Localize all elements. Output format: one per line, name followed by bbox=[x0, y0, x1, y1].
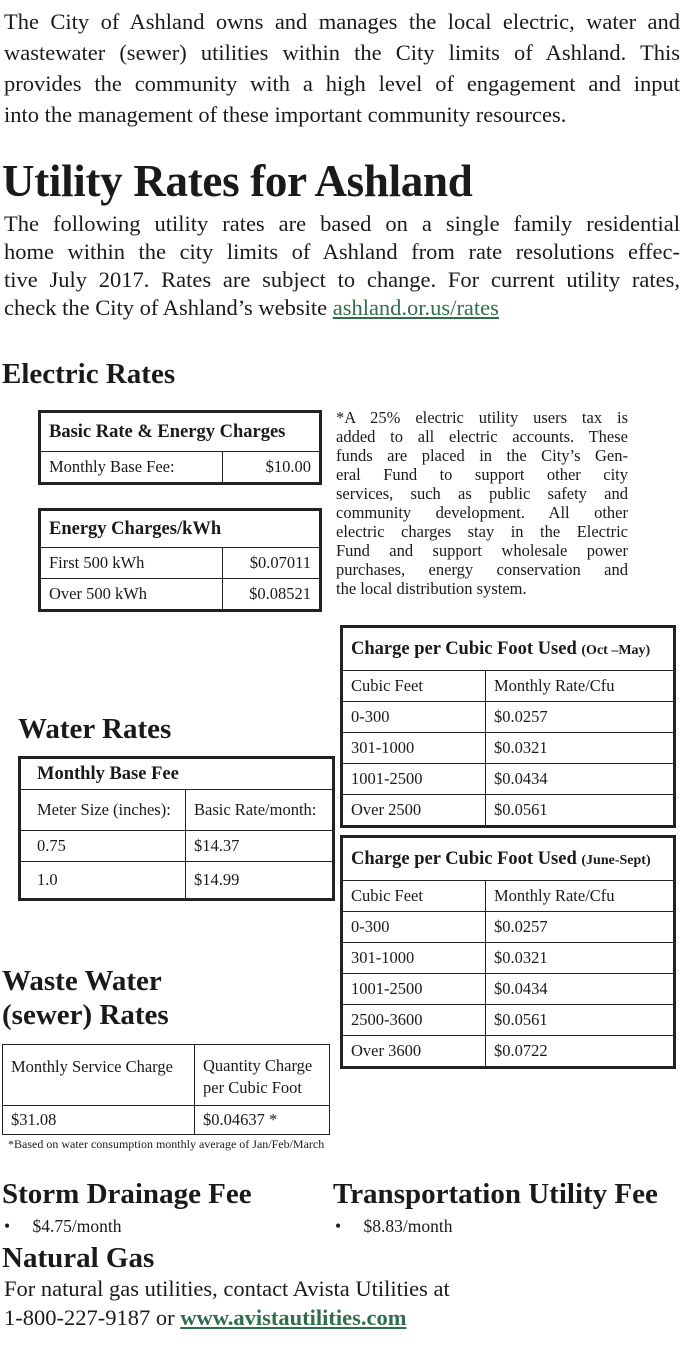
water-summer-title bbox=[343, 838, 674, 881]
table-cell: 1001-2500 bbox=[343, 764, 486, 795]
gas-line bbox=[4, 1303, 684, 1332]
table-cell: $0.0321 bbox=[486, 733, 674, 764]
table-cell: $10.00 bbox=[223, 452, 320, 483]
gas-phone: 1-800-227-9187 or bbox=[4, 1305, 181, 1330]
electric-energy-table bbox=[38, 508, 322, 612]
table-header-cell: Basic Rate/month: bbox=[186, 790, 333, 831]
avista-link[interactable]: www.avistautilities.com bbox=[180, 1305, 407, 1330]
table-header-cell: Monthly Rate/Cfu bbox=[486, 881, 674, 912]
table-cell: $31.08 bbox=[3, 1106, 195, 1135]
table-cell: $0.0257 bbox=[486, 702, 674, 733]
electric-basic-table bbox=[38, 410, 322, 485]
website-link[interactable]: ashland.or.us/rates bbox=[332, 295, 499, 320]
table-cell: Over 3600 bbox=[343, 1036, 486, 1067]
table-cell: 0-300 bbox=[343, 702, 486, 733]
sewer-heading-line2: (sewer) Rates bbox=[2, 999, 169, 1031]
water-base-title: Monthly Base Fee bbox=[21, 759, 333, 790]
table-header-cell: Cubic Feet bbox=[343, 671, 486, 702]
transport-value: $8.83/month bbox=[363, 1216, 453, 1236]
water-summer-table bbox=[340, 835, 676, 1069]
subtitle-paragraph bbox=[4, 210, 680, 322]
water-heading: Water Rates bbox=[18, 713, 172, 745]
sewer-heading bbox=[2, 964, 169, 1032]
gas-heading: Natural Gas bbox=[2, 1242, 155, 1274]
table-cell: $0.0257 bbox=[486, 912, 674, 943]
intro-line: provides the community with a high level of engagement and input bbox=[4, 71, 680, 96]
page-title: Utility Rates for Ashland bbox=[2, 156, 473, 206]
gas-line: For natural gas utilities, contact Avista Utilities at bbox=[4, 1276, 450, 1301]
table-title: Charge per Cubic Foot Used bbox=[351, 638, 577, 659]
season-label: (June-Sept) bbox=[581, 852, 651, 868]
storm-heading: Storm Drainage Fee bbox=[2, 1178, 252, 1210]
table-title: Charge per Cubic Foot Used bbox=[351, 848, 577, 869]
intro-line: into the management of these important community resources. bbox=[4, 102, 567, 127]
note-line: *A 25% electric utility users tax is bbox=[336, 408, 628, 427]
table-header-cell: Cubic Feet bbox=[343, 881, 486, 912]
subtitle-line: tive July 2017. Rates are subject to change. For current utility rates, bbox=[4, 267, 680, 292]
season-label: (Oct –May) bbox=[581, 642, 651, 658]
table-cell: Over 2500 bbox=[343, 795, 486, 826]
header-text: Quantity Charge bbox=[203, 1056, 313, 1075]
sewer-footnote: *Based on water consumption monthly average of Jan/Feb/March bbox=[8, 1137, 325, 1151]
bullet-icon: • bbox=[4, 1216, 11, 1236]
electric-basic-title: Basic Rate & Energy Charges bbox=[41, 413, 320, 452]
electric-energy-title: Energy Charges/kWh bbox=[41, 511, 320, 548]
subtitle-line: The following utility rates are based on a single family residential bbox=[4, 211, 680, 236]
table-cell: 1.0 bbox=[21, 862, 186, 899]
intro-line: The City of Ashland owns and manages the local electric, water and bbox=[4, 9, 680, 34]
note-line: Fund and support wholesale power bbox=[336, 541, 628, 560]
bullet-icon: • bbox=[335, 1216, 342, 1236]
table-cell: $14.37 bbox=[186, 831, 333, 862]
note-line: purchases, energy conservation and bbox=[336, 560, 628, 579]
header-text: per Cubic Foot bbox=[203, 1078, 302, 1097]
table-cell: Over 500 kWh bbox=[41, 579, 223, 610]
water-base-table bbox=[18, 756, 335, 901]
table-cell: $0.0434 bbox=[486, 974, 674, 1005]
intro-line: wastewater (sewer) utilities within the City limits of Ashland. This bbox=[4, 40, 680, 65]
storm-value: $4.75/month bbox=[32, 1216, 122, 1236]
transport-heading: Transportation Utility Fee bbox=[333, 1178, 658, 1210]
water-winter-title bbox=[343, 628, 674, 671]
table-header-cell bbox=[195, 1045, 330, 1106]
note-line: services, such as public safety and bbox=[336, 484, 628, 503]
table-cell: First 500 kWh bbox=[41, 548, 223, 579]
table-cell: 0-300 bbox=[343, 912, 486, 943]
table-cell: $0.0722 bbox=[486, 1036, 674, 1067]
table-cell: 0.75 bbox=[21, 831, 186, 862]
table-cell: $0.0434 bbox=[486, 764, 674, 795]
electric-heading: Electric Rates bbox=[2, 358, 176, 390]
intro-paragraph bbox=[4, 6, 680, 130]
table-header-cell: Meter Size (inches): bbox=[21, 790, 186, 831]
subtitle-line: check the City of Ashland’s website bbox=[4, 295, 333, 320]
table-cell: 301-1000 bbox=[343, 733, 486, 764]
table-cell: 2500-3600 bbox=[343, 1005, 486, 1036]
note-line: funds are placed in the City’s Gen- bbox=[336, 446, 628, 465]
subtitle-line-last bbox=[4, 294, 680, 322]
table-header-cell: Monthly Rate/Cfu bbox=[486, 671, 674, 702]
transport-item bbox=[335, 1216, 452, 1237]
sewer-heading-line1: Waste Water bbox=[2, 965, 162, 997]
table-cell: $0.0321 bbox=[486, 943, 674, 974]
storm-item bbox=[4, 1216, 121, 1237]
water-winter-table bbox=[340, 625, 676, 828]
table-cell: $0.0561 bbox=[486, 1005, 674, 1036]
table-cell: 301-1000 bbox=[343, 943, 486, 974]
subtitle-line: home within the city limits of Ashland from rate resolutions effec- bbox=[4, 239, 680, 264]
note-line: community development. All other bbox=[336, 503, 628, 522]
table-cell: $0.04637 * bbox=[195, 1106, 330, 1135]
note-line: the local distribution system. bbox=[336, 579, 527, 598]
note-line: eral Fund to support other city bbox=[336, 465, 628, 484]
note-line: added to all electric accounts. These bbox=[336, 427, 628, 446]
electric-tax-note bbox=[336, 408, 628, 598]
table-cell: $0.07011 bbox=[223, 548, 320, 579]
table-cell: Monthly Base Fee: bbox=[41, 452, 223, 483]
table-cell: $0.08521 bbox=[223, 579, 320, 610]
table-cell: $14.99 bbox=[186, 862, 333, 899]
note-line: electric charges stay in the Electric bbox=[336, 522, 628, 541]
table-cell: $0.0561 bbox=[486, 795, 674, 826]
table-header-cell: Monthly Service Charge bbox=[3, 1045, 195, 1106]
gas-text bbox=[4, 1274, 684, 1332]
table-cell: 1001-2500 bbox=[343, 974, 486, 1005]
sewer-table bbox=[2, 1044, 330, 1135]
